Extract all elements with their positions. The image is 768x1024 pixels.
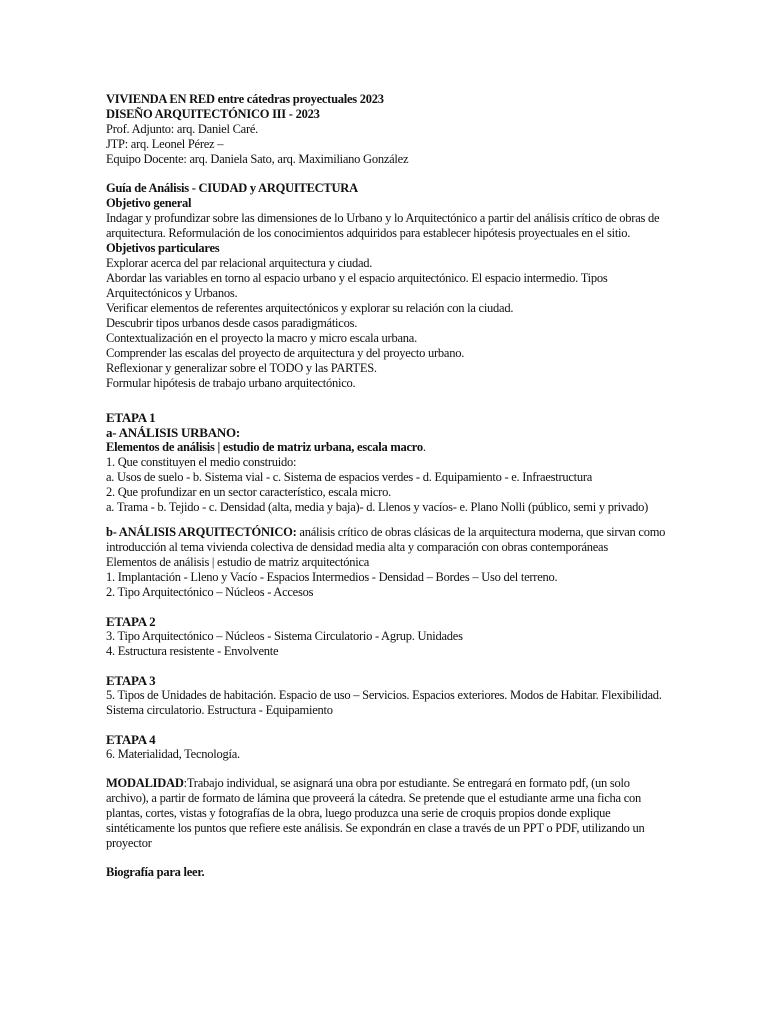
- urban-analysis-heading: a- ANÁLISIS URBANO:: [106, 425, 240, 440]
- modalidad-text: :Trabajo individual, se asignará una obra por estudiante. Se entregará en formato pdf, (un solo archivo), a partir de formato de lámina que proveerá la cátedra. Se pretende que el estudiante arme una ficha con plantas, cortes, vistas y fotografías de la obra, luego produzca una serie de croquis propios donde explique sintéticamente los puntos que refiere este análisis. Se expondrán en clase a través de un PPT o PDF, utilizando un proyector: [106, 776, 645, 850]
- urban-analysis-subheading: [106, 440, 666, 455]
- professor-line: Prof. Adjunto: arq. Daniel Caré.: [106, 122, 259, 136]
- particular-objective-item: Explorar acerca del par relacional arquitectura y ciudad.: [106, 256, 373, 270]
- biografia-section: [106, 865, 666, 880]
- urban-analysis-item: 1. Que constituyen el medio construido:: [106, 455, 297, 469]
- particular-objective-item: Reflexionar y generalizar sobre el TODO y las PARTES.: [106, 361, 377, 375]
- urban-analysis-subheading-end: .: [422, 440, 426, 454]
- architectural-analysis-heading: b- ANÁLISIS ARQUITECTÓNICO:: [106, 525, 297, 539]
- urban-analysis-subheading-text: Elementos de análisis | estudio de matriz urbana, escala macro: [106, 440, 423, 454]
- etapa-3-title: ETAPA 3: [106, 673, 156, 688]
- etapa-4-title: ETAPA 4: [106, 732, 156, 747]
- particular-objective-item: Contextualización en el proyecto la macro y micro escala urbana.: [106, 331, 417, 345]
- general-objective-heading: Objetivo general: [106, 196, 192, 210]
- etapa-1-section: [106, 410, 666, 600]
- particular-objective-item: Comprender las escalas del proyecto de arquitectura y del proyecto urbano.: [106, 346, 465, 360]
- urban-analysis-item: a. Trama - b. Tejido - c. Densidad (alta, media y baja)- d. Llenos y vacíos- e. Plano Nolli (público, semi y privado): [106, 500, 649, 514]
- architectural-analysis-item: 2. Tipo Arquitectónico – Núcleos - Accesos: [106, 585, 314, 599]
- architectural-analysis-text: análisis crítico de obras clásicas de la arquitectura moderna, que sirvan como introducción al tema vivienda colectiva de densidad media alta y comparación con obras contemporáneas: [106, 525, 666, 554]
- particular-objectives-heading: Objetivos particulares: [106, 241, 220, 255]
- course-title: VIVIENDA EN RED entre cátedras proyectuales 2023: [106, 92, 384, 106]
- guide-title: Guía de Análisis - CIUDAD y ARQUITECTURA: [106, 181, 358, 195]
- etapa-1-title: ETAPA 1: [106, 410, 156, 425]
- particular-objective-item: Verificar elementos de referentes arquitectónicos y explorar su relación con la ciudad.: [106, 301, 514, 315]
- particular-objective-item: Abordar las variables en torno al espacio urbano y el espacio arquitectónico. El espacio intermedio. Tipos Arquitectónicos y Urbanos.: [106, 271, 608, 300]
- jtp-line: JTP: arq. Leonel Pérez –: [106, 137, 224, 151]
- architectural-analysis-item: Elementos de análisis | estudio de matriz arquitectónica: [106, 555, 370, 569]
- architectural-analysis-item: 1. Implantación - Lleno y Vacío - Espacios Intermedios - Densidad – Bordes – Uso del terreno.: [106, 570, 558, 584]
- team-line: Equipo Docente: arq. Daniela Sato, arq. Maximiliano González: [106, 152, 409, 166]
- etapa-3-section: [106, 673, 666, 718]
- etapa-4-section: [106, 732, 666, 762]
- etapa-2-title: ETAPA 2: [106, 614, 156, 629]
- architectural-analysis-paragraph: [106, 525, 666, 555]
- document-body: [106, 92, 666, 880]
- etapa-2-section: [106, 614, 666, 659]
- guide-section: [106, 181, 666, 391]
- etapa-2-item: 4. Estructura resistente - Envolvente: [106, 644, 279, 658]
- modalidad-paragraph: [106, 776, 666, 851]
- etapa-2-item: 3. Tipo Arquitectónico – Núcleos - Sistema Circulatorio - Agrup. Unidades: [106, 629, 463, 643]
- urban-analysis-item: a. Usos de suelo - b. Sistema vial - c. Sistema de espacios verdes - d. Equipamiento - e. Infraestructura: [106, 470, 593, 484]
- particular-objective-item: Descubrir tipos urbanos desde casos paradigmáticos.: [106, 316, 358, 330]
- etapa-3-text: 5. Tipos de Unidades de habitación. Espacio de uso – Servicios. Espacios exteriores. Modos de Habitar. Flexibilidad. Sistema circulatorio. Estructura - Equipamiento: [106, 688, 662, 717]
- biografia-heading: Biografía para leer.: [106, 865, 205, 879]
- modalidad-label: MODALIDAD: [106, 776, 184, 790]
- header-block: [106, 92, 666, 167]
- general-objective-text: Indagar y profundizar sobre las dimensiones de lo Urbano y lo Arquitectónico a partir del análisis crítico de obras de arquitectura. Reformulación de los conocimientos adquiridos para establecer hipótesis proyectuales en el sitio.: [106, 211, 660, 240]
- particular-objective-item: Formular hipótesis de trabajo urbano arquitectónico.: [106, 376, 356, 390]
- course-subtitle: DISEÑO ARQUITECTÓNICO III - 2023: [106, 107, 320, 121]
- urban-analysis-item: 2. Que profundizar en un sector característico, escala micro.: [106, 485, 391, 499]
- modalidad-section: [106, 776, 666, 851]
- etapa-4-text: 6. Materialidad, Tecnología.: [106, 747, 240, 761]
